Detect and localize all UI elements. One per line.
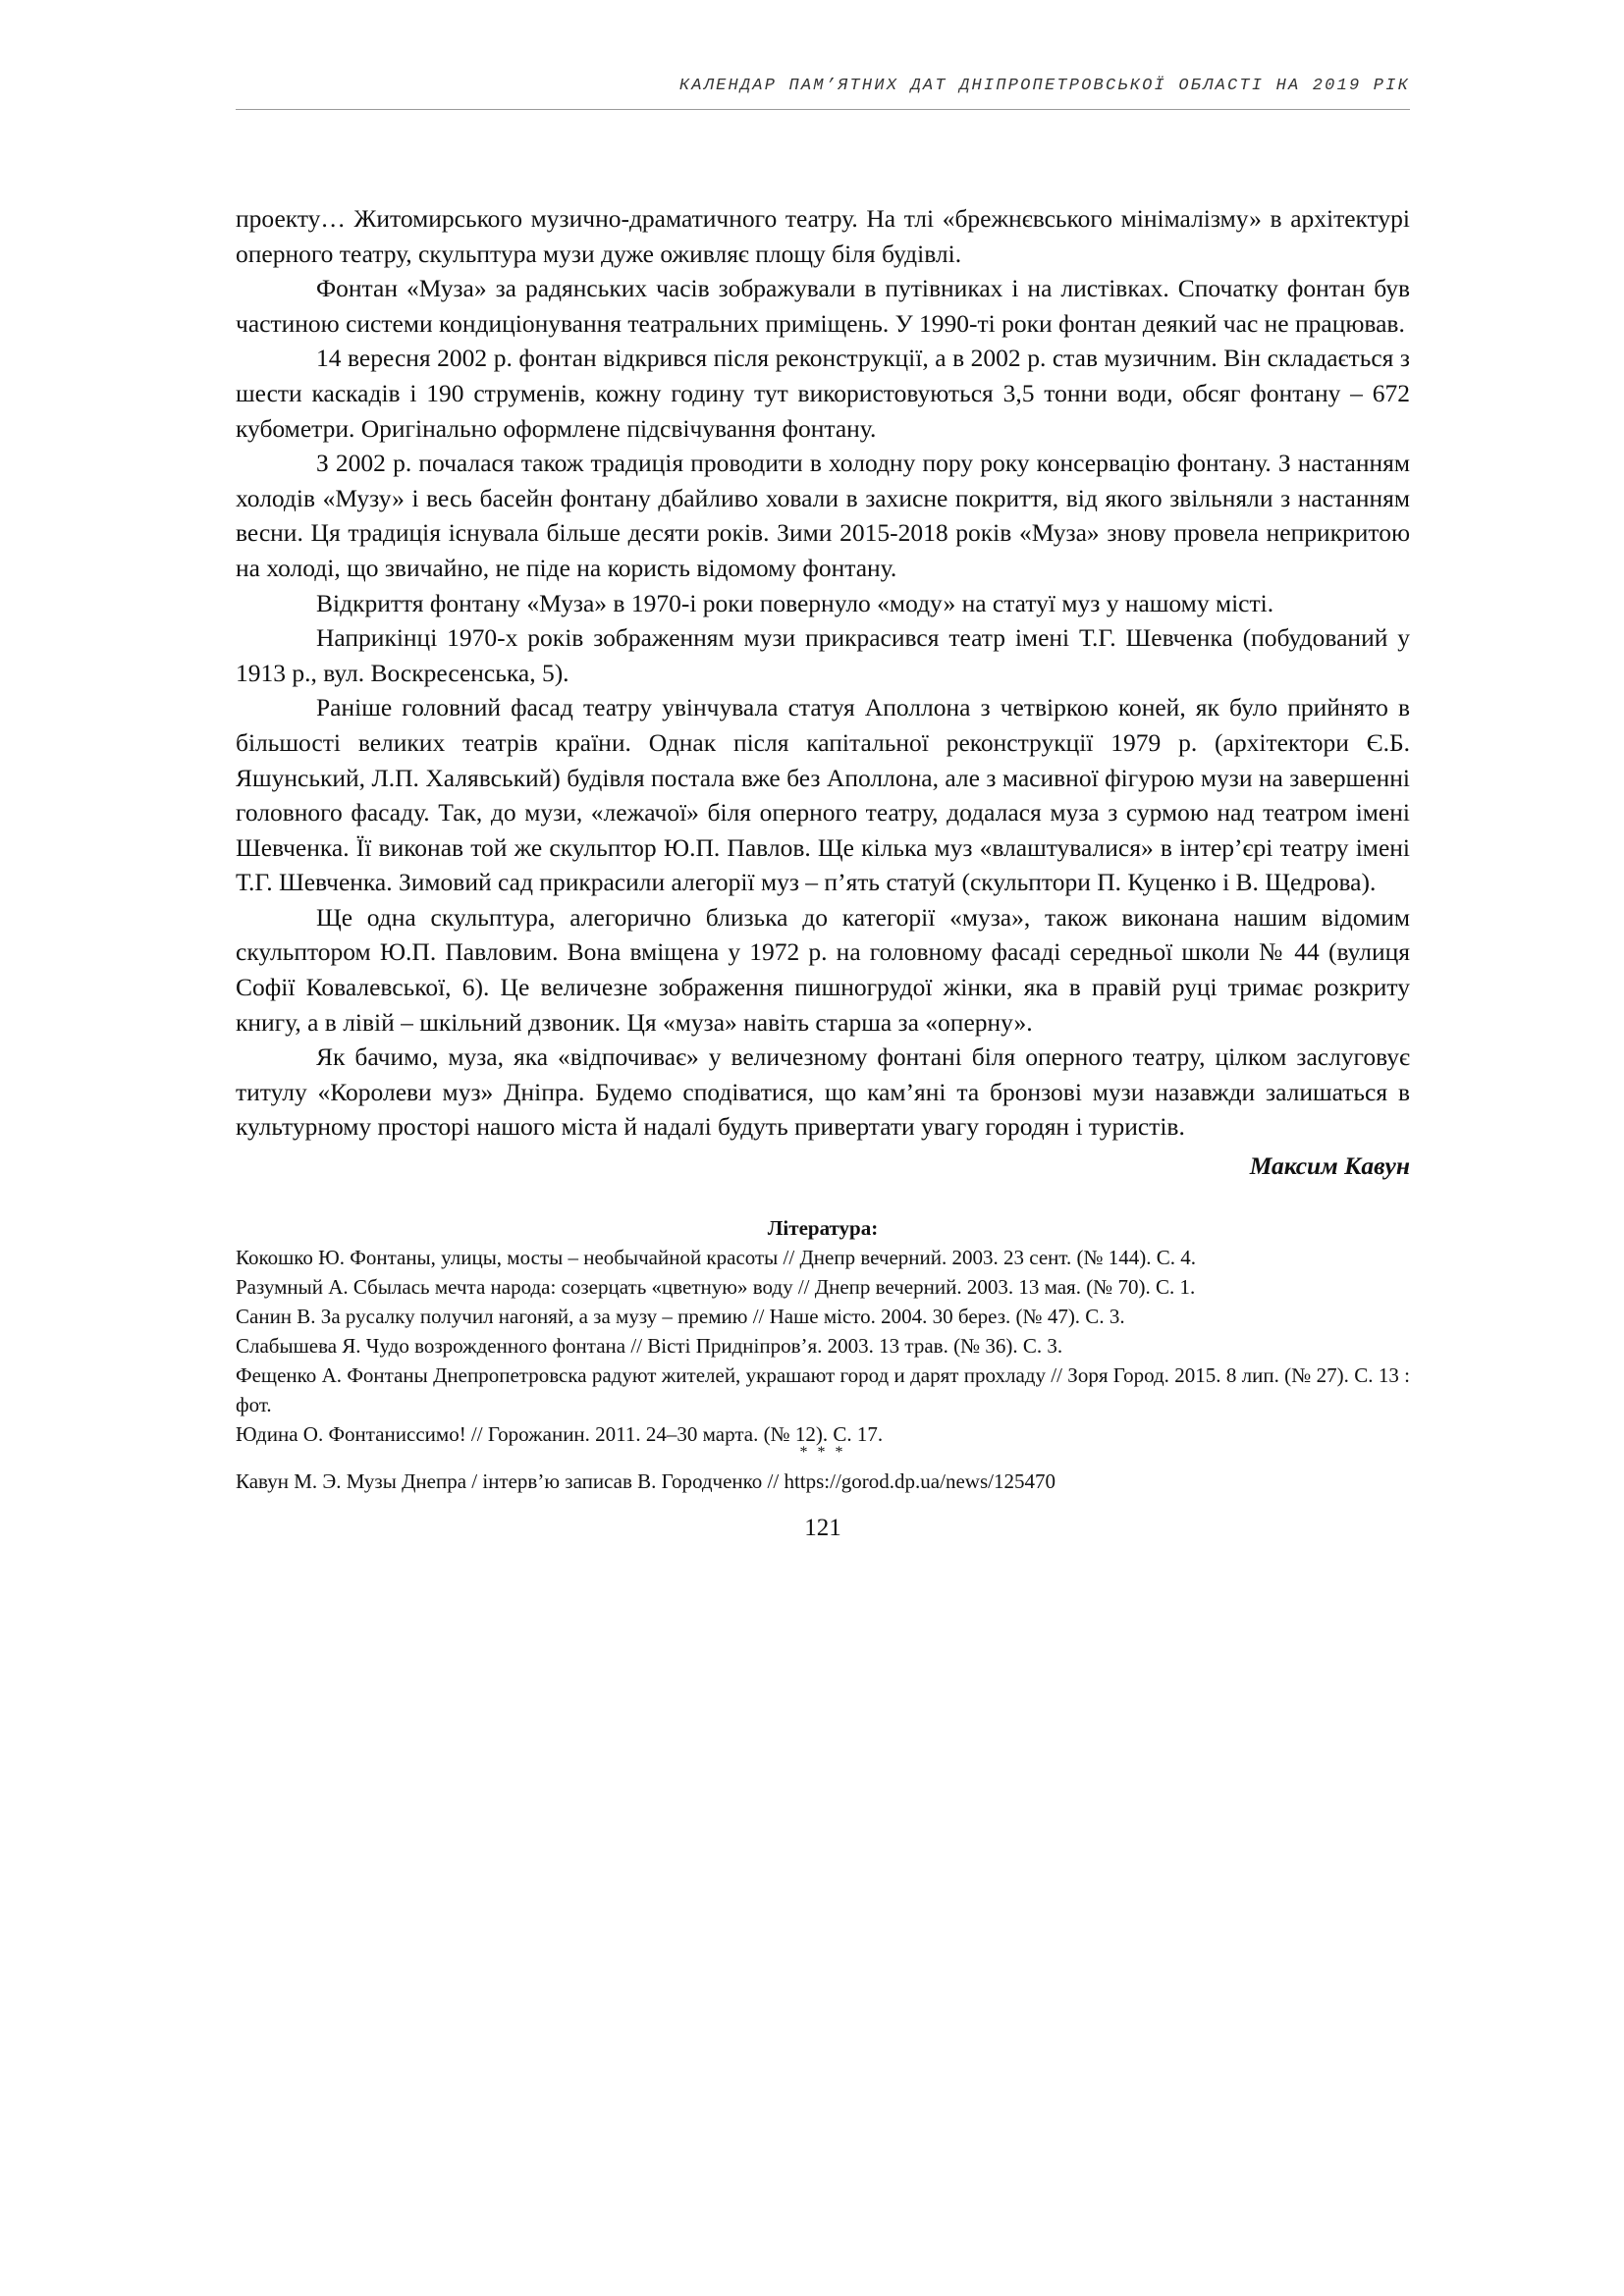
paragraph: З 2002 р. почалася також традиція проводити в холодну пору року консервацію фонтану. З настанням холодів «Музу» і весь басейн фонтану дбайливо ховали в захисне покриття, від якого звільняли з настанням весни. Ця традиція існувала більше десяти років. Зими 2015-2018 років «Муза» знову провела неприкритою на холоді, що звичайно, не піде на користь відомому фонтану.: [236, 449, 1410, 582]
reference-item: Разумный А. Сбылась мечта народа: созерцать «цветную» воду // Днепр вечерний. 2003. 13 мая. (№ 70). С. 1.: [236, 1275, 1196, 1300]
paragraph: Ще одна скульптура, алегорично близька до категорії «муза», також виконана нашим відомим скульптором Ю.П. Павловим. Вона вміщена у 1972 р. на головному фасаді середньої школи № 44 (вулиця Софії Ковалевської, 6). Це величезне зображення пишногрудої жінки, яка в правій руці тримає розкриту книгу, а в лівій – шкільний дзвоник. Ця «муза» навіть старша за «оперну».: [236, 902, 1410, 1037]
page-content: [236, 201, 1410, 1545]
paragraph: Наприкінці 1970-х років зображенням музи прикрасився театр імені Т.Г. Шевченка (побудований у 1913 р., вул. Воскресенська, 5).: [236, 623, 1410, 687]
running-header: КАЛЕНДАР ПАМ’ЯТНИХ ДАТ ДНІПРОПЕТРОВСЬКОЇ ОБЛАСТІ НА 2019 РІК: [236, 77, 1410, 110]
paragraph: Фонтан «Муза» за радянських часів зображували в путівниках і на листівках. Спочатку фонтан був частиною системи кондиціонування театральних приміщень. У 1990-ті роки фонтан деякий час не працював.: [236, 274, 1410, 338]
reference-list: [236, 1243, 1410, 1496]
paragraph: Як бачимо, муза, яка «відпочиває» у величезному фонтані біля оперного театру, цілком заслуговує титулу «Королеви муз» Дніпра. Будемо сподіватися, що кам’яні та бронзові музи назавжди залишаться в культурному просторі нашого міста й надалі будуть привертати увагу городян і туристів.: [236, 1042, 1410, 1142]
article-body: [236, 201, 1410, 1145]
literature-heading: Література:: [767, 1216, 879, 1241]
page-number: 121: [804, 1515, 841, 1542]
reference-item: Кавун М. Э. Музы Днепра / інтерв’ю записав В. Городченко // https://gorod.dp.ua/news/125470: [236, 1469, 1056, 1494]
author-signature: Максим Кавун: [1249, 1151, 1410, 1181]
paragraph: 14 вересня 2002 р. фонтан відкрився після реконструкції, а в 2002 р. став музичним. Він складається з шести каскадів і 190 струменів, кожну годину тут використовуються 3,5 тонни води, обсяг фонтану – 672 кубометри. Оригінально оформлене підсвічування фонтану.: [236, 344, 1410, 443]
reference-item: Фещенко А. Фонтаны Днепропетровска радуют жителей, украшают город и дарят прохладу // Зоря Город. 2015. 8 лип. (№ 27). С. 13 : фот.: [236, 1363, 1410, 1417]
asterism-separator: * * *: [799, 1444, 846, 1462]
reference-item: Кокошко Ю. Фонтаны, улицы, мосты – необычайной красоты // Днепр вечерний. 2003. 23 сент. (№ 144). С. 4.: [236, 1246, 1197, 1270]
reference-item: Слабышева Я. Чудо возрожденного фонтана // Вісті Придніпров’я. 2003. 13 трав. (№ 36). С. 3.: [236, 1334, 1063, 1359]
paragraph: Відкриття фонтану «Муза» в 1970-і роки повернуло «моду» на статуї муз у нашому місті.: [316, 588, 1274, 617]
paragraph: Раніше головний фасад театру увінчувала статуя Аполлона з четвіркою коней, як було прийнято в більшості великих театрів країни. Однак після капітальної реконструкції 1979 р. (архітектори Є.Б. Яшунський, Л.П. Халявський) будівля постала вже без Аполлона, але з масивної фігурою музи на завершенні головного фасаду. Так, до музи, «лежачої» біля оперного театру, додалася муза з сурмою над театром імені Шевченка. Її виконав той же скульптор Ю.П. Павлов. Ще кілька муз «влаштувалися» в інтер’єрі театру імені Т.Г. Шевченка. Зимовий сад прикрасили алегорії муз – п’ять статуй (скульптори П. Куценко і В. Щедрова).: [236, 693, 1410, 897]
reference-item: Юдина О. Фонтаниссимо! // Горожанин. 2011. 24–30 марта. (№ 12). С. 17.: [236, 1422, 884, 1447]
reference-item: Санин В. За русалку получил нагоняй, а за музу – премию // Наше місто. 2004. 30 берез. (№ 47). С. 3.: [236, 1305, 1125, 1329]
paragraph: проекту… Житомирського музично-драматичного театру. На тлі «брежнєвського мінімалізму» в архітектурі оперного театру, скульптура музи дуже оживляє площу біля будівлі.: [236, 204, 1410, 268]
